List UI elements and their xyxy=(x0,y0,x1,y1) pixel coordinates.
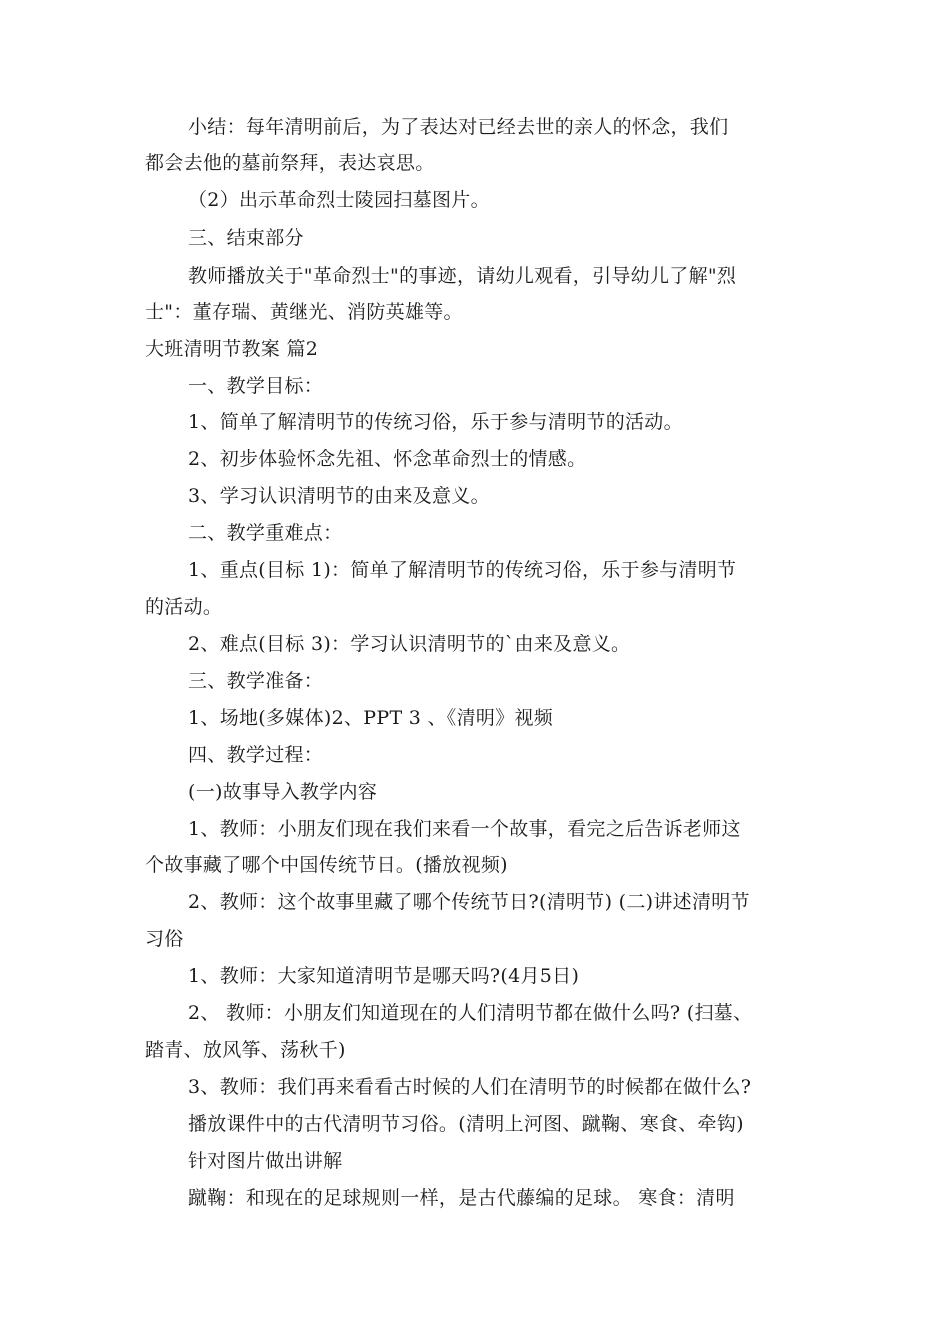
paragraph-line: 1、简单了解清明节的传统习俗，乐于参与清明节的活动。 xyxy=(188,411,683,433)
paragraph-line: 都会去他的墓前祭拜，表达哀思。 xyxy=(145,152,435,174)
section-heading: 一、教学目标： xyxy=(188,375,324,397)
paragraph-line: 士"：董存瑞、黄继光、消防英雄等。 xyxy=(145,301,463,323)
section-heading: 三、结束部分 xyxy=(188,227,304,249)
paragraph-line: 3、学习认识清明节的由来及意义。 xyxy=(188,485,490,507)
paragraph-line: (一)故事导入教学内容 xyxy=(188,781,378,803)
document-title: 大班清明节教案 篇2 xyxy=(145,338,319,360)
paragraph-line: 1、教师：大家知道清明节是哪天吗?(4月5日) xyxy=(188,965,580,987)
section-heading: 三、教学准备： xyxy=(188,670,324,692)
paragraph-line: （2）出示革命烈士陵园扫墓图片。 xyxy=(188,189,490,211)
paragraph-line: 的活动。 xyxy=(145,596,223,618)
paragraph-line: 教师播放关于"革命烈士"的事迹，请幼儿观看，引导幼儿了解"烈 xyxy=(188,265,737,287)
paragraph-line: 蹴鞠：和现在的足球规则一样，是古代藤编的足球。 寒食：清明 xyxy=(188,1187,735,1209)
section-heading: 二、教学重难点： xyxy=(188,522,343,544)
paragraph-line: 2、初步体验怀念先祖、怀念革命烈士的情感。 xyxy=(188,448,587,470)
paragraph-line: 2、难点(目标 3)：学习认识清明节的`由来及意义。 xyxy=(188,633,631,655)
paragraph-line: 个故事藏了哪个中国传统节日。(播放视频) xyxy=(145,854,508,876)
section-heading: 四、教学过程： xyxy=(188,744,324,766)
paragraph-line: 习俗 xyxy=(145,928,184,950)
paragraph-line: 小结：每年清明前后，为了表达对已经去世的亲人的怀念，我们 xyxy=(188,116,729,138)
paragraph-line: 踏青、放风筝、荡秋千) xyxy=(145,1039,346,1061)
paragraph-line: 针对图片做出讲解 xyxy=(188,1150,343,1172)
paragraph-line: 播放课件中的古代清明节习俗。(清明上河图、蹴鞠、寒食、牵钩) xyxy=(188,1113,744,1135)
paragraph-line: 2、教师：这个故事里藏了哪个传统节日?(清明节) (二)讲述清明节 xyxy=(188,891,750,913)
paragraph-line: 3、教师：我们再来看看古时候的人们在清明节的时候都在做什么? xyxy=(188,1076,752,1098)
paragraph-line: 1、重点(目标 1)：简单了解清明节的传统习俗，乐于参与清明节 xyxy=(188,559,737,581)
paragraph-line: 1、场地(多媒体)2、PPT 3 、《清明》视频 xyxy=(188,707,554,729)
paragraph-line: 2、 教师：小朋友们知道现在的人们清明节都在做什么吗? (扫墓、 xyxy=(188,1002,753,1024)
paragraph-line: 1、教师：小朋友们现在我们来看一个故事，看完之后告诉老师这 xyxy=(188,818,741,840)
